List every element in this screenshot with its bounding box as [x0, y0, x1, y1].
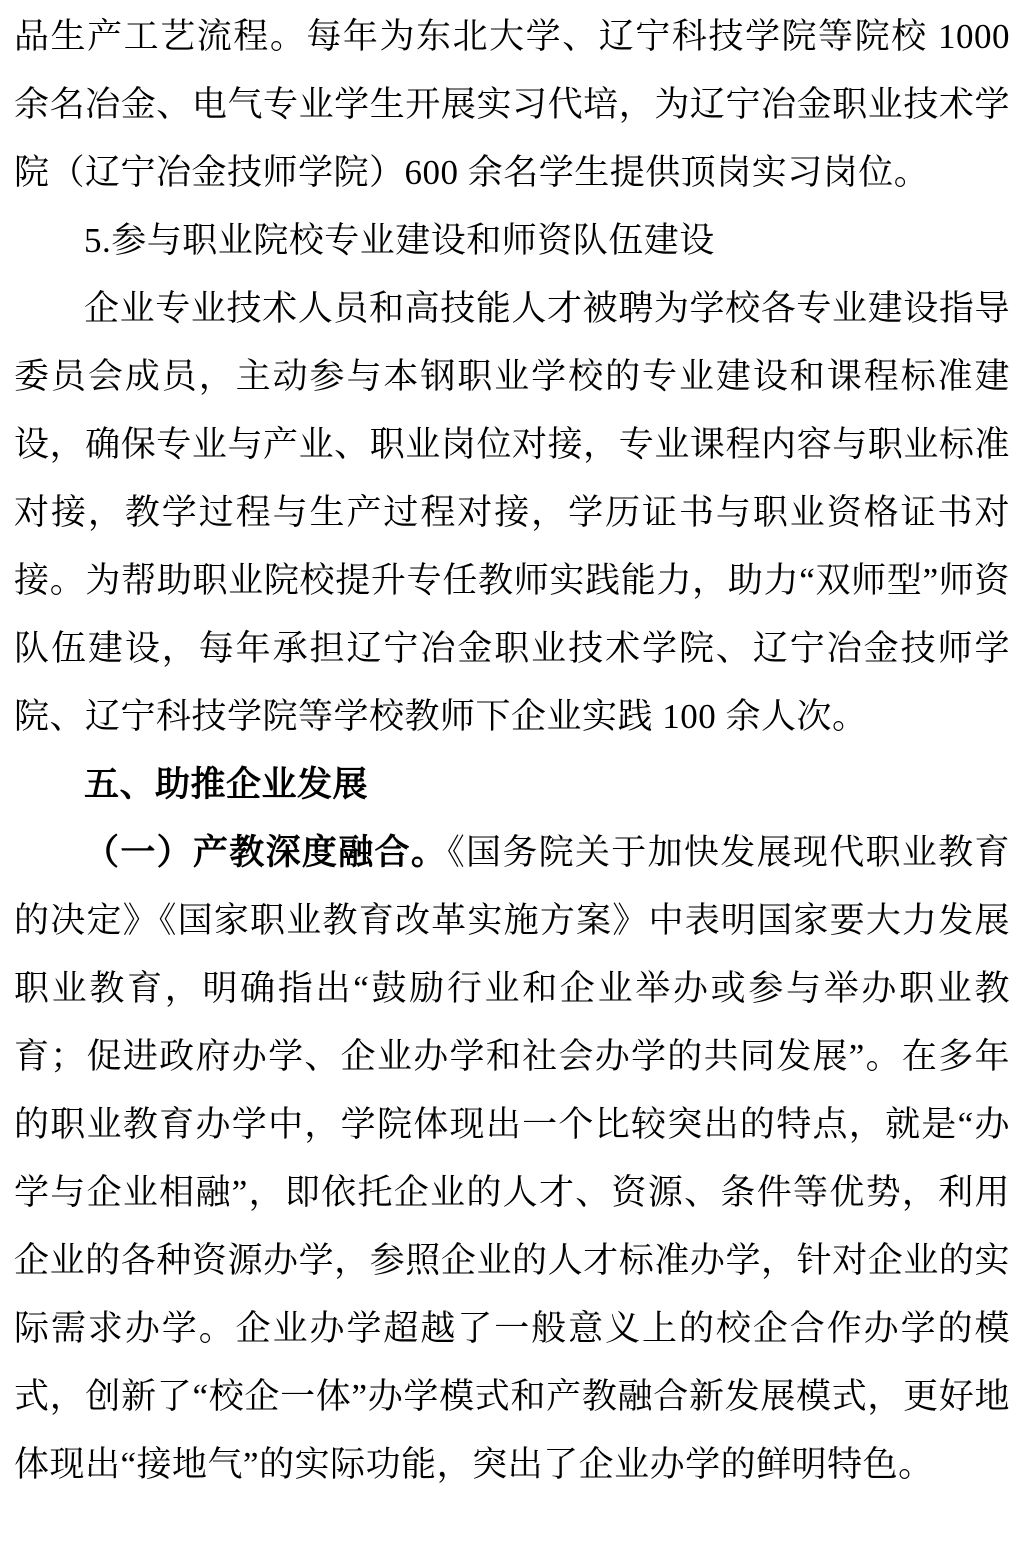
- section-heading-five: 五、助推企业发展: [84, 765, 369, 804]
- paragraph-continuation: 品生产工艺流程。每年为东北大学、辽宁科技学院等院校 1000 余名冶金、电气专业学生开展实习代培，为辽宁冶金职业技术学院（辽宁冶金技师学院）600 余名学生提供顶岗实习岗位。: [14, 17, 1010, 192]
- paragraph-with-lead: [14, 819, 1010, 1499]
- paragraph-lead-bold: （一）产教深度融合。: [84, 833, 448, 872]
- paragraph-lead-body: 《国务院关于加快发展现代职业教育的决定》《国家职业教育改革实施方案》中表明国家要大力发展职业教育，明确指出“鼓励行业和企业举办或参与举办职业教育；促进政府办学、企业办学和社会办学的共同发展”。在多年的职业教育办学中，学院体现出一个比较突出的特点，就是“办学与企业相融”，即依托企业的人才、资源、条件等优势，利用企业的各种资源办学，参照企业的人才标准办学，针对企业的实际需求办学。企业办学超越了一般意义上的校企合作办学的模式，创新了“校企一体”办学模式和产教融合新发展模式，更好地体现出“接地气”的实际功能，突出了企业办学的鲜明特色。: [14, 833, 1010, 1484]
- numbered-subheading-5: 5.参与职业院校专业建设和师资队伍建设: [84, 221, 715, 260]
- paragraph-body: 企业专业技术人员和高技能人才被聘为学校各专业建设指导委员会成员，主动参与本钢职业学校的专业建设和课程标准建设，确保专业与产业、职业岗位对接，专业课程内容与职业标准对接，教学过程与生产过程对接，学历证书与职业资格证书对接。为帮助职业院校提升专任教师实践能力，助力“双师型”师资队伍建设，每年承担辽宁冶金职业技术学院、辽宁冶金技师学院、辽宁科技学院等学校教师下企业实践 100 余人次。: [14, 289, 1010, 736]
